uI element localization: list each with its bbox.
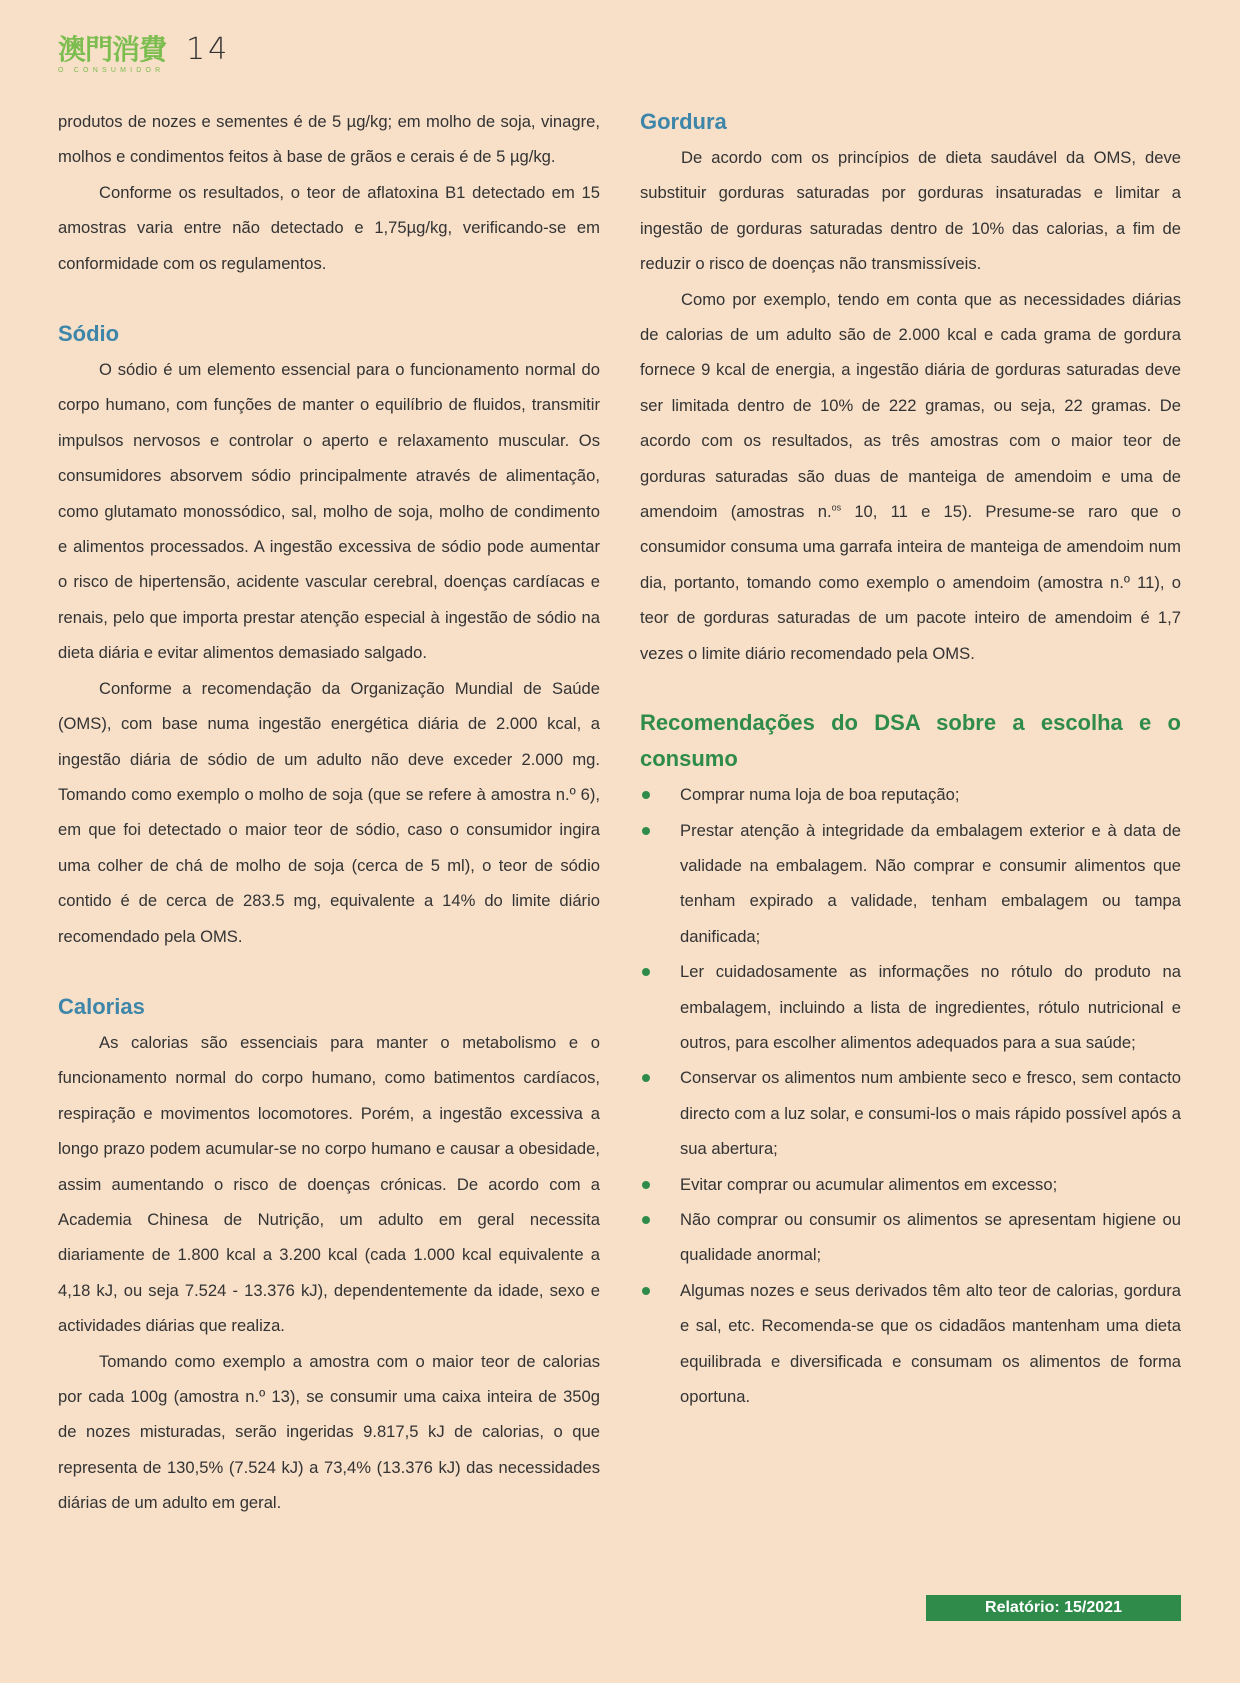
calorias-paragraph-1: As calorias são essenciais para manter o metabolismo e o funcionamento normal do corpo humano, como batimentos cardíacos, respiração e movimentos locomotores. Porém, a ingestão excessiva a longo prazo podem acumular-se no corpo humano e causar a obesidade, assim aumentando o risco de doenças crónicas. De acordo com a Academia Chinesa de Nutrição, um adulto em geral necessita diariamente de 1.800 kcal a 3.200 kcal (cada 1.000 kcal equivalente a 4,18 kJ, ou seja 7.524 - 13.376 kJ), dependentemente da idade, sexo e actividades diárias que realiza.	[58, 1032, 600, 1336]
logo-subtitle: O CONSUMIDOR	[58, 67, 165, 74]
gordura-heading: Gordura	[640, 109, 727, 134]
bullet-dot-icon	[642, 1074, 650, 1082]
calorias-heading: Calorias	[58, 993, 145, 1019]
bullet-dot-icon	[642, 791, 650, 799]
recommendations-list	[640, 777, 1181, 1414]
sodio-heading: Sódio	[58, 321, 120, 347]
page-number: 14	[186, 32, 231, 67]
recommendations-heading: Recomendações do DSA sobre a escolha e o consumo	[640, 710, 1181, 772]
superscript-os: os	[831, 502, 842, 513]
list-item: Algumas nozes e seus derivados têm alto teor de calorias, gordura e sal, etc. Recomenda-se que os cidadãos mantenham uma dieta equilibrada e diversificada e consumam os alimentos de forma oportuna.	[640, 1273, 1181, 1415]
intro-paragraph-2: Conforme os resultados, o teor de aflatoxina B1 detectado em 15 amostras varia entre não detectado e 1,75µg/kg, verificando-se em conformidade com os regulamentos.	[58, 182, 600, 273]
intro-paragraph-1: produtos de nozes e sementes é de 5 µg/kg; em molho de soja, vinagre, molhos e condimentos feitos à base de grãos e cerais é de 5 µg/kg.	[58, 112, 600, 167]
gordura-paragraph-2	[640, 282, 1181, 671]
list-item: Comprar numa loja de boa reputação;	[640, 777, 1181, 812]
list-item: Não comprar ou consumir os alimentos se apresentam higiene ou qualidade anormal;	[640, 1202, 1181, 1273]
list-item: Prestar atenção à integridade da embalagem exterior e à data de validade na embalagem. Não comprar e consumir alimentos que tenham expirado a validade, tenham embalagem ou tampa danificada;	[640, 813, 1181, 955]
list-item: Evitar comprar ou acumular alimentos em excesso;	[640, 1167, 1181, 1202]
bullet-dot-icon	[642, 1181, 650, 1189]
sodio-paragraph-1: O sódio é um elemento essencial para o funcionamento normal do corpo humano, com funções de manter o equilíbrio de fluidos, transmitir impulsos nervosos e controlar o aperto e relaxamento muscular. Os consumidores absorvem sódio principalmente através de alimentação, como glutamato monossódico, sal, molho de soja, molho de condimento e alimentos processados. A ingestão excessiva de sódio pode aumentar o risco de hipertensão, acidente vascular cerebral, doenças cardíacas e renais, pelo que importa prestar atenção especial à ingestão de sódio na dieta diária e evitar alimentos demasiado salgado.	[58, 360, 600, 663]
logo-text: 澳門消費	[58, 33, 167, 66]
gordura-paragraph-1: De acordo com os princípios de dieta saudável da OMS, deve substituir gorduras saturadas por gorduras insaturadas e limitar a ingestão de gorduras saturadas dentro de 10% das calorias, a fim de reduzir o risco de doenças não transmissíveis.	[640, 148, 1181, 274]
list-item: Ler cuidadosamente as informações no rótulo do produto na embalagem, incluindo a lista de ingredientes, rótulo nutricional e outros, para escolher alimentos adequados para a sua saúde;	[640, 954, 1181, 1060]
left-column	[58, 104, 600, 1521]
gordura-text-part-1: Como por exemplo, tendo em conta que as necessidades diárias de calorias de um adulto são de 2.000 kcal e cada grama de gordura fornece 9 kcal de energia, a ingestão diária de gorduras saturadas deve ser limitada dentro de 10% de 222 gramas, ou seja, 22 gramas. De acordo com os resultados, as três amostras com o maior teor de gorduras saturadas são duas de manteiga de amendoim e uma de amendoim (amostras n.	[640, 289, 1181, 522]
bullet-dot-icon	[642, 1287, 650, 1295]
report-badge: Relatório: 15/2021	[926, 1595, 1181, 1621]
sodio-paragraph-2: Conforme a recomendação da Organização Mundial de Saúde (OMS), com base numa ingestão energética diária de 2.000 kcal, a ingestão diária de sódio de um adulto não deve exceder 2.000 mg. Tomando como exemplo o molho de soja (que se refere à amostra n.º 6), em que foi detectado o maior teor de sódio, caso o consumidor ingira uma colher de chá de molho de soja (cerca de 5 ml), o teor de sódio contido é de cerca de 283.5 mg, equivalente a 14% do limite diário recomendado pela OMS.	[58, 678, 600, 946]
list-item: Conservar os alimentos num ambiente seco e fresco, sem contacto directo com a luz solar, e consumi-los o mais rápido possível após a sua abertura;	[640, 1060, 1181, 1166]
gordura-text-part-2: 10, 11 e 15). Presume-se raro que o consumidor consuma uma garrafa inteira de manteiga de amendoim num dia, portanto, tomando como exemplo o amendoim (amostra n.º 11), o teor de gorduras saturadas de um pacote inteiro de amendoim é 1,7 vezes o limite diário recomendado pela OMS.	[640, 502, 1181, 663]
calorias-paragraph-2: Tomando como exemplo a amostra com o maior teor de calorias por cada 100g (amostra n.º 13), se consumir uma caixa inteira de 350g de nozes misturadas, serão ingeridas 9.817,5 kJ de calorias, o que representa de 130,5% (7.524 kJ) a 73,4% (13.376 kJ) das necessidades diárias de um adulto em geral.	[58, 1351, 600, 1513]
magazine-logo	[58, 34, 166, 75]
page-header	[58, 34, 230, 82]
bullet-dot-icon	[642, 1216, 650, 1224]
bullet-dot-icon	[642, 968, 650, 976]
bullet-dot-icon	[642, 827, 650, 835]
right-column	[640, 104, 1181, 1414]
